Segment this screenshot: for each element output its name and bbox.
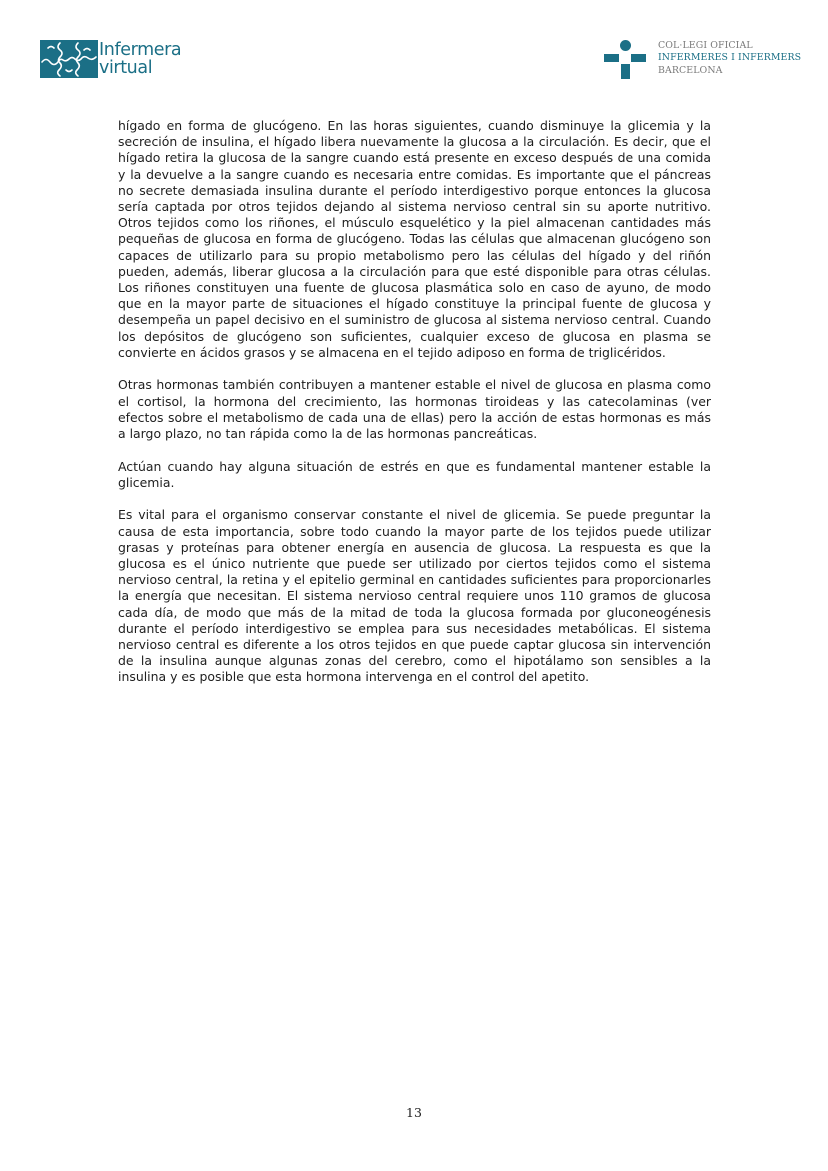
puzzle-icon [40, 40, 98, 78]
logo-line-2: virtual [99, 58, 153, 78]
paragraph: hígado en forma de glucógeno. En las horas siguientes, cuando disminuye la glicemia y la secreción de insulina, el hígado libera nuevamente la glucosa a la circulación. Es decir, que el hígado retira la glucosa de la sangre cuando está presente en exceso después de una comida y la devuelve a la sangre cuando es necesaria entre comidas. Es importante que el páncreas no secrete demasiada insulina durante el período interdigestivo porque entonces la glucosa sería captada por otros tejidos dejando al sistema nervioso central sin su aporte nutritivo. Otros tejidos como los riñones, el músculo esquelético y la piel almacenan cantidades más pequeñas de glucosa en forma de glucógeno. Todas las células que almacenan glucógeno son capaces de utilizarlo para su propio metabolismo pero las células del hígado y del riñón pueden, además, liberar glucosa a la circulación para que esté disponible para otras células. Los riñones constituyen una fuente de glucosa plasmática solo en caso de ayuno, de modo que en la mayor parte de situaciones el hígado constituye la principal fuente de glucosa y desempeña un papel decisivo en el suministro de glucosa al sistema nervioso central. Cuando los depósitos de glucógeno son suficientes, cualquier exceso de glucosa en plasma se convierte en ácidos grasos y se almacena en el tejido adiposo en forma de triglicéridos. [118, 118, 711, 360]
paragraph: Es vital para el organismo conservar constante el nivel de glicemia. Se puede preguntar la causa de esta importancia, sobre todo cuando la mayor parte de los tejidos puede utilizar grasas y proteínas para obtener energía en ausencia de glucosa. La respuesta es que la glucosa es el único nutriente que puede ser utilizado por ciertos tejidos como el sistema nervioso central, la retina y el epitelio germinal en cantidades suficientes para proporcionarles la energía que necesitan. El sistema nervioso central requiere unos 110 gramos de glucosa cada día, de modo que más de la mitad de toda la glucosa formada por gluconeogénesis durante el período interdigestivo se emplea para sus necesidades metabólicas. El sistema nervioso central es diferente a los otros tejidos en que puede captar glucosa sin intervención de la insulina aunque algunas zonas del cerebro, como el hipotálamo son sensibles a la insulina y es posible que esta hormona intervenga en el control del apetito. [118, 507, 711, 685]
paragraph: Actúan cuando hay alguna situación de estrés en que es fundamental mantener estable la glicemia. [118, 458, 711, 490]
paragraph: Otras hormonas también contribuyen a mantener estable el nivel de glucosa en plasma como el cortisol, la hormona del crecimiento, las hormonas tiroideas y las catecolaminas (ver efectos sobre el metabolismo de cada una de ellas) pero la acción de estas hormonas es más a largo plazo, no tan rápida como la de las hormonas pancreáticas. [118, 377, 711, 442]
cross-icon [604, 40, 646, 80]
infermera-virtual-logo [40, 40, 181, 78]
coleg-line-3: BARCELONA [658, 64, 723, 76]
coleg-line-1: COL·LEGI OFICIAL [658, 40, 753, 51]
document-body [118, 118, 711, 702]
page-number: 13 [406, 1105, 422, 1120]
logo-line-1: Infermera [99, 40, 182, 60]
coleg-oficial-logo [604, 40, 801, 80]
coleg-line-2: INFERMERES I INFERMERS [658, 52, 802, 64]
